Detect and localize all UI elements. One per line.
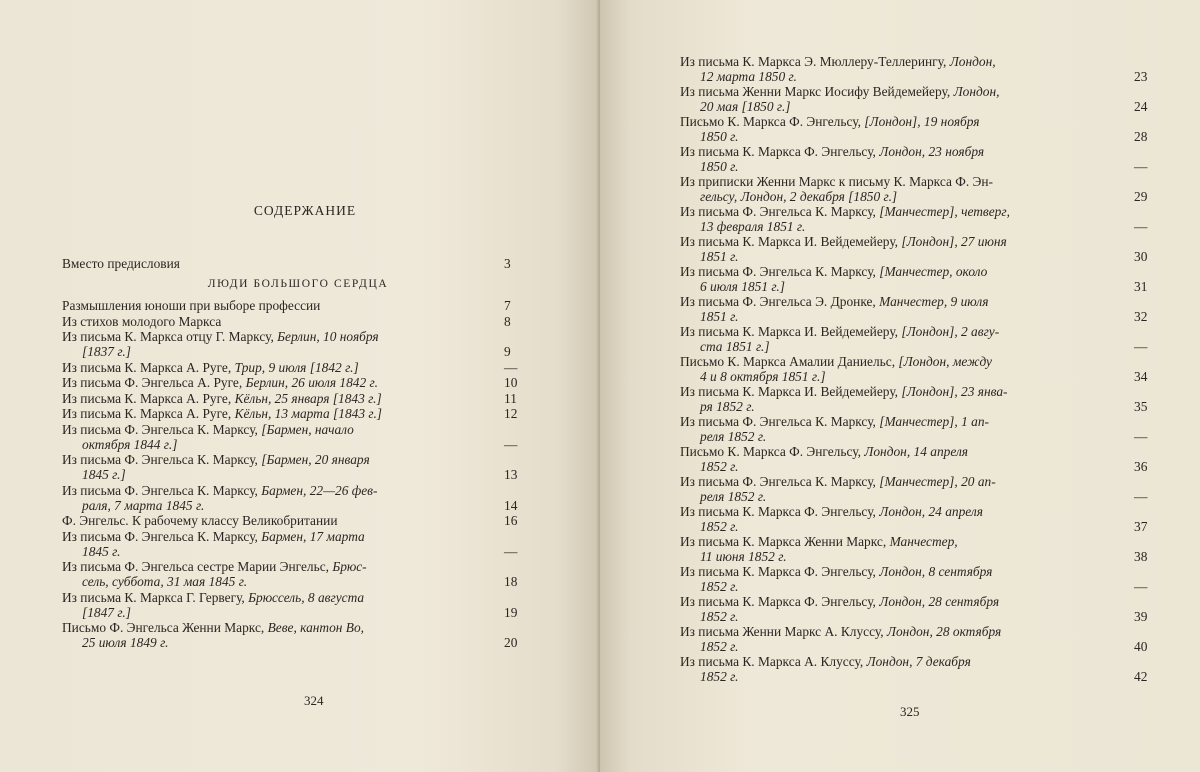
entry-page-number: 10: [504, 375, 518, 390]
entry-place-date: [Лондон], 19 ноября: [864, 114, 980, 129]
entry-place-date: [Лондон], 27 июня: [901, 234, 1007, 249]
toc-entry: [680, 84, 1164, 114]
entry-continuation: раля, 7 марта 1845 г.: [82, 497, 205, 513]
entry-place-date: Брюссель, 8 августа: [248, 589, 365, 605]
toc-entry: [62, 529, 534, 559]
entry-place-date: Бармен, 17 марта: [261, 528, 365, 544]
entry-title: Из письма Женни Маркс Иосифу Вейдемейеру,: [680, 84, 954, 99]
toc-entry: [680, 144, 1164, 174]
entry-page-number: 16: [504, 513, 518, 528]
entry-page-number: 9: [504, 344, 511, 359]
section-title: ЛЮДИ БОЛЬШОГО СЕРДЦА: [207, 278, 389, 290]
entry-place-date: Берлин, 10 ноября: [277, 329, 379, 344]
toc-right-list: [680, 54, 1164, 684]
entry-place-date: Берлин, 26 июля 1842 г.: [245, 375, 378, 390]
entry-continuation: 11 июня 1852 г.: [700, 549, 787, 564]
entry-place-date: [Бармен, 20 января: [261, 452, 370, 467]
entry-title: Из письма К. Маркса Э. Мюллеру-Теллерингу,: [680, 54, 950, 69]
toc-entry-preface: [62, 256, 534, 271]
toc-entry: [62, 298, 534, 313]
right-page: [600, 0, 1200, 772]
entry-continuation: [1847 г.]: [82, 604, 131, 620]
entry-page-number: —: [1134, 579, 1148, 594]
toc-entry: [680, 294, 1164, 324]
entry-continuation: 1852 г.: [700, 669, 739, 684]
toc-entry: [680, 384, 1164, 414]
contents-heading: СОДЕРЖАНИЕ: [253, 203, 357, 218]
entry-place-date: [Лондон], 2 авгу-: [901, 324, 1000, 339]
entry-place-date: Лондон, 14 апреля: [864, 444, 969, 459]
entry-title: Из письма Ф. Энгельса К. Марксу,: [62, 528, 262, 544]
entry-title: Из письма К. Маркса И. Вейдемейеру,: [680, 234, 902, 249]
toc-entry: [62, 559, 534, 589]
entry-continuation: 1852 г.: [700, 579, 739, 594]
entry-place-date: Брюс-: [332, 559, 367, 574]
entry-continuation: 1852 г.: [700, 609, 739, 624]
entry-continuation: 1852 г.: [700, 639, 739, 654]
entry-continuation: 1845 г.: [82, 543, 121, 559]
entry-place-date: Манчестер,: [889, 534, 958, 549]
entry-continuation: 1851 г.: [700, 249, 739, 264]
entry-title: Из письма Ф. Энгельса К. Марксу,: [680, 474, 880, 489]
entry-title: Из письма К. Маркса Ф. Энгельсу,: [680, 564, 880, 579]
entry-page-number: —: [504, 436, 518, 452]
entry-title: Ф. Энгельс. К рабочему классу Великобритании: [62, 513, 338, 528]
entry-place-date: Кёльн, 25 января [1843 г.]: [234, 390, 382, 406]
page-number-right: 325: [900, 704, 920, 719]
toc-entry: [62, 452, 534, 482]
entry-page-number: —: [504, 543, 518, 559]
toc-entry: [680, 534, 1164, 564]
toc-entry: [680, 474, 1164, 504]
entry-title: Вместо предисловия: [62, 256, 180, 271]
entry-place-date: [Манчестер], 1 ап-: [879, 414, 989, 429]
toc-entry: [62, 391, 534, 406]
toc-entry: [62, 360, 534, 375]
entry-title: Из письма Ф. Энгельса сестре Марии Энгельс,: [62, 559, 333, 574]
entry-place-date: Лондон, 28 сентября: [879, 594, 1000, 609]
entry-page-number: —: [1134, 339, 1148, 354]
entry-page-number: 35: [1134, 399, 1148, 414]
entry-page-number: 31: [1134, 279, 1148, 294]
entry-title: Из письма Ф. Энгельса Э. Дронке,: [680, 294, 880, 309]
entry-place-date: Кёльн, 13 марта [1843 г.]: [234, 406, 383, 421]
entry-title: Из письма К. Маркса Женни Маркс,: [680, 534, 890, 549]
entry-title: Из письма К. Маркса Ф. Энгельсу,: [680, 144, 880, 159]
entry-place-date: Лондон, 7 декабря: [866, 654, 971, 669]
entry-continuation: 20 мая [1850 г.]: [700, 99, 791, 114]
toc-entry: [680, 504, 1164, 534]
entry-page-number: 7: [504, 298, 511, 313]
toc-entry: [62, 483, 534, 513]
entry-page-number: 32: [1134, 309, 1148, 324]
toc-entry: [680, 654, 1164, 684]
entry-title: Из письма К. Маркса И. Вейдемейеру,: [680, 324, 902, 339]
entry-title: Из письма Ф. Энгельса К. Марксу,: [62, 482, 262, 498]
toc-entry: [62, 375, 534, 390]
entry-place-date: Веве, кантон Во,: [267, 620, 365, 635]
entry-place-date: [Манчестер, около: [879, 264, 988, 279]
entry-place-date: Лондон,: [949, 54, 996, 69]
entry-title: Из письма К. Маркса А. Руге,: [62, 359, 235, 375]
entry-title: Из письма Ф. Энгельса К. Марксу,: [680, 414, 880, 429]
page-number-left: 324: [304, 693, 324, 708]
entry-title: Из стихов молодого Маркса: [62, 313, 222, 329]
entry-continuation: сель, суббота, 31 мая 1845 г.: [82, 574, 248, 589]
entry-title: Из письма Ф. Энгельса К. Марксу,: [62, 452, 262, 467]
entry-continuation: [1837 г.]: [82, 344, 131, 359]
toc-entry: [680, 54, 1164, 84]
entry-title: Из письма Женни Маркс А. Клуссу,: [680, 624, 887, 639]
entry-continuation: 25 июля 1849 г.: [82, 635, 169, 650]
entry-continuation: октября 1844 г.]: [82, 436, 178, 452]
entry-page-number: 29: [1134, 189, 1148, 204]
entry-page-number: 42: [1134, 669, 1148, 684]
entry-place-date: Лондон, 23 ноября: [879, 144, 985, 159]
entry-page-number: 37: [1134, 519, 1148, 534]
entry-continuation: 1852 г.: [700, 459, 739, 474]
entry-continuation: 1850 г.: [700, 129, 739, 144]
toc-entry: [62, 590, 534, 620]
entry-page-number: 39: [1134, 609, 1148, 624]
toc-entry: [62, 329, 534, 359]
entry-continuation: гельсу, Лондон, 2 декабря [1850 г.]: [700, 189, 898, 204]
toc-entry: [680, 204, 1164, 234]
entry-page-number: 30: [1134, 249, 1148, 264]
toc-entry: [680, 414, 1164, 444]
entry-title: Из письма К. Маркса А. Руге,: [62, 406, 235, 421]
toc-entry: [62, 513, 534, 528]
entry-place-date: Лондон,: [953, 84, 1000, 99]
toc-entry: [62, 620, 534, 650]
toc-entry: [680, 354, 1164, 384]
entry-place-date: Трир, 9 июля [1842 г.]: [234, 359, 359, 375]
entry-place-date: Манчестер, 9 июля: [879, 294, 989, 309]
entry-place-date: Лондон, 24 апреля: [879, 504, 983, 519]
entry-place-date: [Манчестер], 20 ап-: [879, 474, 996, 489]
entry-place-date: [Манчестер], четверг,: [879, 204, 1010, 219]
entry-continuation: 1845 г.]: [82, 467, 126, 482]
entry-page-number: 18: [504, 574, 518, 589]
entry-continuation: 12 марта 1850 г.: [700, 69, 797, 84]
entry-continuation: ста 1851 г.]: [700, 339, 770, 354]
toc-entry: [680, 444, 1164, 474]
toc-entry: [62, 406, 534, 421]
entry-title: Из письма Ф. Энгельса К. Марксу,: [680, 264, 880, 279]
entry-title: Из письма К. Маркса А. Клуссу,: [680, 654, 867, 669]
toc-entry: [680, 594, 1164, 624]
entry-place-date: Бармен, 22—26 фев-: [261, 482, 378, 498]
entry-title: Из письма Ф. Энгельса К. Марксу,: [62, 421, 262, 437]
entry-page-number: 24: [1134, 99, 1148, 114]
entry-title: Из письма К. Маркса Ф. Энгельсу,: [680, 504, 880, 519]
entry-continuation: реля 1852 г.: [700, 429, 767, 444]
entry-title: Из письма К. Маркса Ф. Энгельсу,: [680, 594, 880, 609]
entry-page-number: —: [1134, 219, 1148, 234]
entry-place-date: [Бармен, начало: [261, 421, 354, 437]
entry-title: Из письма Ф. Энгельса А. Руге,: [62, 375, 246, 390]
entry-page-number: —: [1134, 159, 1148, 174]
entry-page-number: 38: [1134, 549, 1148, 564]
entry-continuation: 1852 г.: [700, 519, 739, 534]
entry-page-number: 28: [1134, 129, 1148, 144]
entry-title: Из письма К. Маркса И. Вейдемейеру,: [680, 384, 902, 399]
entry-title: Письмо К. Маркса Ф. Энгельсу,: [680, 114, 865, 129]
entry-page-number: 23: [1134, 69, 1148, 84]
entry-continuation: 1850 г.: [700, 159, 739, 174]
entry-title: Письмо К. Маркса Амалии Даниельс,: [680, 354, 899, 369]
toc-left-list: [62, 256, 534, 651]
entry-title: Письмо Ф. Энгельса Женни Маркс,: [62, 620, 268, 635]
entry-page-number: 40: [1134, 639, 1148, 654]
entry-page-number: 34: [1134, 369, 1148, 384]
entry-title: Размышления юноши при выборе профессии: [62, 298, 321, 313]
toc-entry: [680, 264, 1164, 294]
entry-page-number: 14: [504, 497, 518, 513]
entry-page-number: 19: [504, 604, 518, 620]
entry-place-date: [Лондон], 23 янва-: [901, 384, 1008, 399]
entry-title: Из письма К. Маркса А. Руге,: [62, 390, 235, 406]
toc-entry: [680, 624, 1164, 654]
entry-continuation: 6 июля 1851 г.]: [700, 279, 785, 294]
entry-place-date: [Лондон, между: [898, 354, 992, 369]
entry-title: Из приписки Женни Маркс к письму К. Маркса Ф. Эн-: [680, 174, 993, 189]
entry-page-number: —: [1134, 429, 1148, 444]
entry-continuation: реля 1852 г.: [700, 489, 767, 504]
entry-title: Из письма К. Маркса отцу Г. Марксу,: [62, 329, 278, 344]
entry-place-date: Лондон, 28 октября: [886, 624, 1002, 639]
entry-title: Из письма Ф. Энгельса К. Марксу,: [680, 204, 880, 219]
entry-place-date: Лондон, 8 сентября: [879, 564, 993, 579]
entry-page-number: 20: [504, 635, 518, 650]
toc-entry: [680, 234, 1164, 264]
toc-entry: [62, 422, 534, 452]
entry-page-number: 12: [504, 406, 518, 421]
entry-page-number: 11: [504, 390, 517, 406]
entry-continuation: 4 и 8 октября 1851 г.]: [700, 369, 826, 384]
entry-title: Из письма К. Маркса Г. Гервегу,: [62, 589, 249, 605]
toc-entry: [680, 324, 1164, 354]
toc-entry: [680, 564, 1164, 594]
entry-page-number: —: [504, 359, 518, 375]
entry-continuation: ря 1852 г.: [700, 399, 755, 414]
entry-page-number: 13: [504, 467, 518, 482]
toc-entry: [680, 114, 1164, 144]
toc-entry: [62, 314, 534, 329]
toc-entry: [680, 174, 1164, 204]
entry-title: Письмо К. Маркса Ф. Энгельсу,: [680, 444, 865, 459]
entry-page-number: 8: [504, 313, 511, 329]
entry-page-number: 3: [504, 256, 511, 271]
entry-continuation: 1851 г.: [700, 309, 739, 324]
entry-page-number: 36: [1134, 459, 1148, 474]
entry-page-number: —: [1134, 489, 1148, 504]
entry-continuation: 13 февраля 1851 г.: [700, 219, 806, 234]
